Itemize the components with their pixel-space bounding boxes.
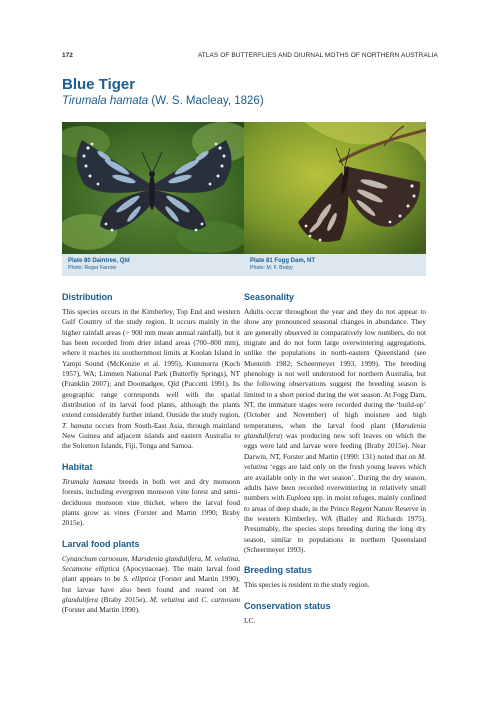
running-header [62, 52, 438, 64]
species-scientific-name [62, 95, 264, 107]
seasonality-text: Adults occur throughout the year and they do not appear to show any pronounced seasonal changes in abundance. They are generally observed in comparatively low numbers, do not migrate and do not form large overwintering aggregations, unlike the populations in north-eastern Queensland (see Monteith 1982; Scheermeyer 1993, 1999). The breeding phenology is not well understood for northern Australia, but the following observations suggest the breeding season is limited to a short period during the wet season. At Fogg Dam, NT, the immature stages were recorded during the ‘build-up’ (October and November) of high moisture and high temperatures, when the larval food plant (Marsdenia glandulifera) was producing new soft leaves on which the eggs were laid and larvae were feeding (Braby 2015e). Near Darwin, NT, Forster and Martin (1990: 131) noted that on M. velutina ‘eggs are laid only on the fresh young leaves which are available only in the wet season’. During the dry season, adults have been recorded overwintering in relatively small numbers with Euploea spp. in moist refuges, mainly confined to areas of deep shade, in the Prince Regent Nature Reserve in the western Kimberley, WA (Bailey and Richards 1975). Presumably, the species stops breeding during the long dry season, similar to populations in northern Queensland (Scheermeyer 1993). [244, 307, 426, 554]
plate-80-caption [62, 254, 244, 276]
conservation-status-heading: Conservation status [244, 600, 331, 611]
species-common-name: Blue Tiger [62, 76, 136, 93]
distribution-heading: Distribution [62, 292, 113, 302]
species-authority: (W. S. Macleay, 1826) [151, 95, 264, 107]
plate-81-photo [244, 122, 426, 254]
book-title: ATLAS OF BUTTERFLIES AND DIURNAL MOTHS OF NORTHERN AUSTRALIA [197, 52, 438, 59]
larval-food-plants-text: Cynanchum carnosum, Marsdenia glandulifera, M. velutina, Secamone elliptica (Apocynaceae). The main larval food plant appears to be S. elliptica (Forster and Martin 1990), but larvae have also been found and reared on M. glandulifera (Braby 2015e), M. velutina and C. carnosum (Forster and Martin 1990). [62, 553, 241, 615]
blue-tiger-butterfly-photo-1 [62, 122, 244, 254]
conservation-status-text: LC. [244, 615, 256, 625]
blue-tiger-butterfly-photo-2 [244, 122, 426, 254]
scientific-name: Tirumala hamata [62, 95, 149, 107]
plate-80-title: Plate 80 Daintree, Qld [68, 258, 130, 264]
habitat-heading: Habitat [62, 461, 93, 472]
plate-80 [62, 122, 244, 276]
plate-80-credit: Photo: Roger Farrow [68, 265, 117, 271]
right-column [244, 292, 426, 636]
plate-81-title: Plate 81 Fogg Dam, NT [250, 258, 316, 264]
larval-food-plants-heading: Larval food plants [62, 538, 140, 549]
breeding-status-heading: Breeding status [244, 565, 313, 576]
distribution-text: This species occurs in the Kimberley, Top End and western Gulf Country of the study region. It occurs mainly in the higher rainfall areas (> 900 mm mean annual rainfall), but it has been recorded from drier inland areas (700–800 mm), where it reaches its southernmost limits at Koolan Island in Yampi Sound (McKenzie et al. 1995), Kununurra (Koch 1957), WA; Limmen National Park (Butterfly Springs), NT (Franklin 2007); and Doomadgee, Qld (Puccetti 1991). Its geographic range corresponds well with the spatial distribution of its larval food plants, although the plants extend considerably further inland. Outside the study region, T. hamata occurs from South-East Asia, through mainland New Guinea and adjacent islands and eastern Australia to the Solomon Islands, Fiji, Tonga and Samoa. [62, 307, 240, 451]
breeding-status-text: This species is resident in the study region. [244, 580, 370, 590]
page-number: 172 [62, 52, 73, 59]
left-column [62, 292, 240, 626]
plate-81 [244, 122, 426, 276]
seasonality-heading: Seasonality [244, 292, 295, 302]
plate-81-caption [244, 254, 426, 276]
habitat-text: Tirumala hamata breeds in both wet and dry monsoon forests, including evergreen monsoon vine forest and semi-deciduous monsoon vine thicket, where the larval food plants grow as vines (Forster and Martin 1990; Braby 2015e). [62, 476, 240, 528]
plate-80-photo [62, 122, 244, 254]
plate-81-credit: Photo: M. F. Braby [250, 265, 293, 271]
